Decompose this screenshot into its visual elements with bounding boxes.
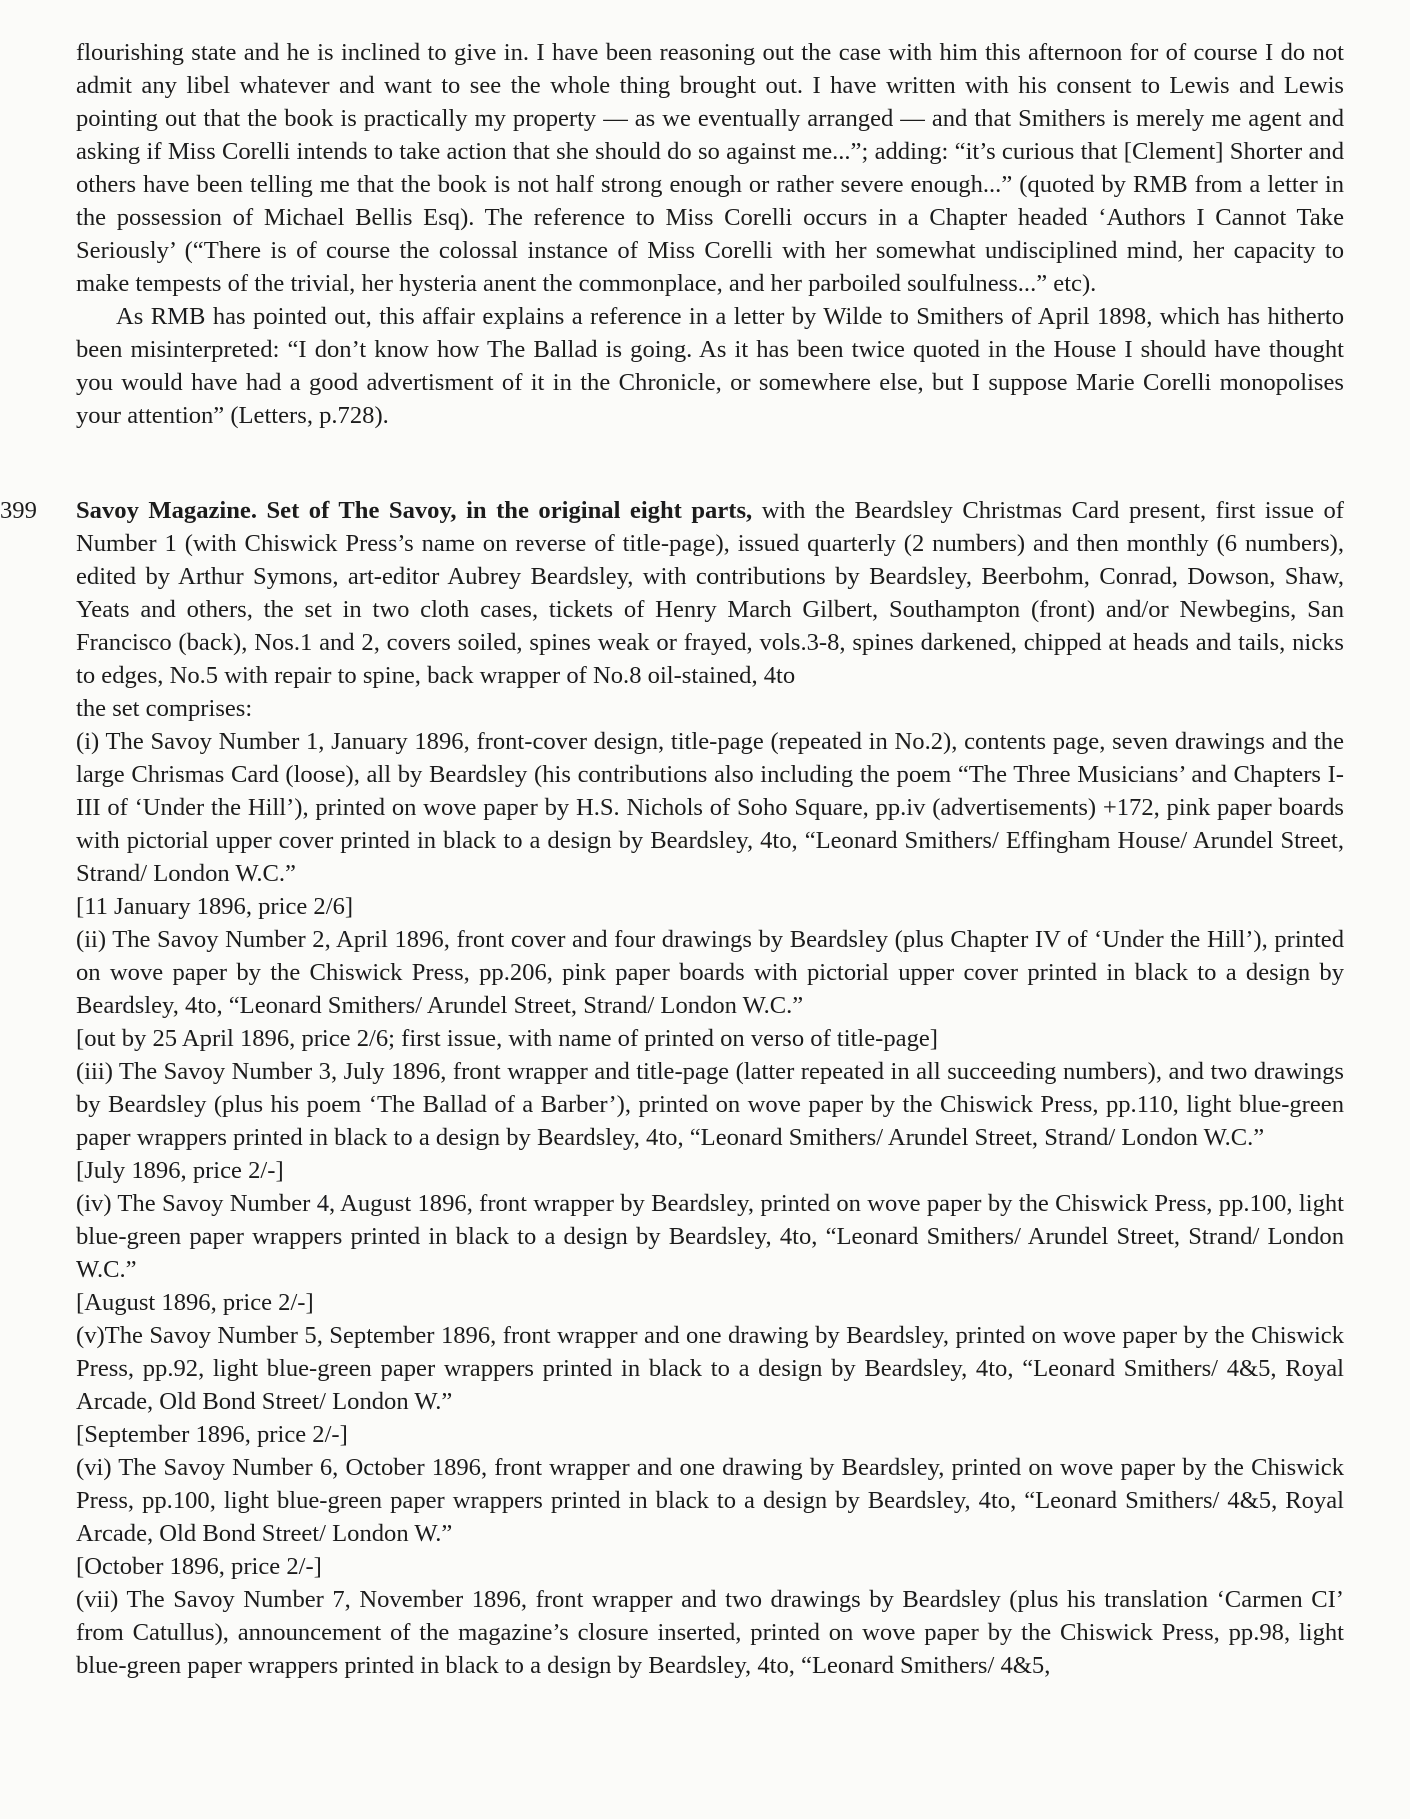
catalogue-page [0,36,1344,1682]
intro-paragraph: flourishing state and he is inclined to give in. I have been reasoning out the case with him this afternoon for of course I do not admit any libel whatever and want to see the whole thing brought out. I have written with his consent to Lewis and Lewis pointing out that the book is practically my property — as we eventually arranged — and that Smithers is merely me agent and asking if Miss Corelli intends to take action that she should do so against me...”; adding: “it’s curious that [Clement] Shorter and others have been telling me that the book is not half strong enough or rather severe enough...” (quoted by RMB from a letter in the possession of Michael Bellis Esq). The reference to Miss Corelli occurs in a Chapter headed ‘Authors I Cannot Take Seriously’ (“There is of course the colossal instance of Miss Corelli with her somewhat undisciplined mind, her capacity to make tempests of the trivial, her hysteria anent the commonplace, and her parboiled soulfulness...” etc). [76,39,1344,297]
lot-description [76,494,1344,692]
part-description: (vii) The Savoy Number 7, November 1896, front wrapper and two drawings by Beardsley (plus his translation ‘Carmen CI’ from Catullus), announcement of the magazine’s closure inserted, printed on wove paper by the Chiswick Press, pp.98, light blue-green paper wrappers printed in black to a design by Beardsley, 4to, “Leonard Smithers/ 4&5, [76,1586,1344,1679]
lot-title: Savoy Magazine. Set of The Savoy, in the original eight parts, [76,497,753,524]
part-description: (iv) The Savoy Number 4, August 1896, front wrapper by Beardsley, printed on wove paper by the Chiswick Press, pp.100, light blue-green paper wrappers printed in black to a design by Beardsley, 4to, “Leonard Smithers/ Arundel Street, Strand/ London W.C.” [76,1190,1344,1283]
part-note: [September 1896, price 2/-] [76,1421,348,1448]
part-description: (vi) The Savoy Number 6, October 1896, front wrapper and one drawing by Beardsley, printed on wove paper by the Chiswick Press, pp.100, light blue-green paper wrappers printed in black to a design by Beardsley, 4to, “Leonard Smithers/ 4&5, Royal Arcade, Old Bond Street/ London W.” [76,1454,1344,1547]
part-description: (i) The Savoy Number 1, January 1896, front-cover design, title-page (repeated in No.2), contents page, seven drawings and the large Chrismas Card (loose), all by Beardsley (his contributions also including the poem “The Three Musicians’ and Chapters I-III of ‘Under the Hill’), printed on wove paper by H.S. Nichols of Soho Square, pp.iv (advertisements) +172, pink paper boards with pictorial upper cover printed in black to a design by Beardsley, 4to, “Leonard Smithers/ Effingham House/ Arundel Street, Strand/ London W.C.” [76,728,1344,887]
lot-entry [0,494,1344,1682]
part-description: (iii) The Savoy Number 3, July 1896, front wrapper and title-page (latter repeated in all succeeding numbers), and two drawings by Beardsley (plus his poem ‘The Ballad of a Barber’), printed on wove paper by the Chiswick Press, pp.110, light blue-green paper wrappers printed in black to a design by Beardsley, 4to, “Leonard Smithers/ Arundel Street, Strand/ London W.C.” [76,1058,1344,1151]
lot-description-text: with the Beardsley Christmas Card present, first issue of Number 1 (with Chiswick Press’s name on reverse of title-page), issued quarterly (2 numbers) and then monthly (6 numbers), edited by Arthur Symons, art-editor Aubrey Beardsley, with contributions by Beardsley, Beerbohm, Conrad, Dowson, Shaw, Yeats and others, the set in two cloth cases, tickets of Henry March Gilbert, Southampton (front) and/or Newbegins, San Francisco (back), Nos.1 and 2, covers soiled, spines weak or frayed, vols.3-8, spines darkened, chipped at heads and tails, nicks to edges, No.5 with repair to spine, back wrapper of No.8 oil-stained, 4to [76,497,1344,689]
part-note: [out by 25 April 1896, price 2/6; first issue, with name of printed on verso of title-page] [76,1025,938,1052]
intro-paragraph: As RMB has pointed out, this affair explains a reference in a letter by Wilde to Smithers of April 1898, which has hitherto been misinterpreted: “I don’t know how The Ballad is going. As it has been twice quoted in the House I should have thought you would have had a good advertisment of it in the Chronicle, or somewhere else, but I suppose Marie Corelli monopolises your attention” (Letters, p.728). [76,303,1344,429]
part-note: [11 January 1896, price 2/6] [76,893,354,920]
lot-number: 399 [0,497,37,524]
part-note: [August 1896, price 2/-] [76,1289,314,1316]
set-comprises-label: the set comprises: [76,695,253,722]
part-description: (ii) The Savoy Number 2, April 1896, front cover and four drawings by Beardsley (plus Chapter IV of ‘Under the Hill’), printed on wove paper by the Chiswick Press, pp.206, pink paper boards with pictorial upper cover printed in black to a design by Beardsley, 4to, “Leonard Smithers/ Arundel Street, Strand/ London W.C.” [76,926,1344,1019]
part-description: (v)The Savoy Number 5, September 1896, front wrapper and one drawing by Beardsley, printed on wove paper by the Chiswick Press, pp.92, light blue-green paper wrappers printed in black to a design by Beardsley, 4to, “Leonard Smithers/ 4&5, Royal Arcade, Old Bond Street/ London W.” [76,1322,1344,1415]
part-note: [July 1896, price 2/-] [76,1157,284,1184]
part-note: [October 1896, price 2/-] [76,1553,322,1580]
